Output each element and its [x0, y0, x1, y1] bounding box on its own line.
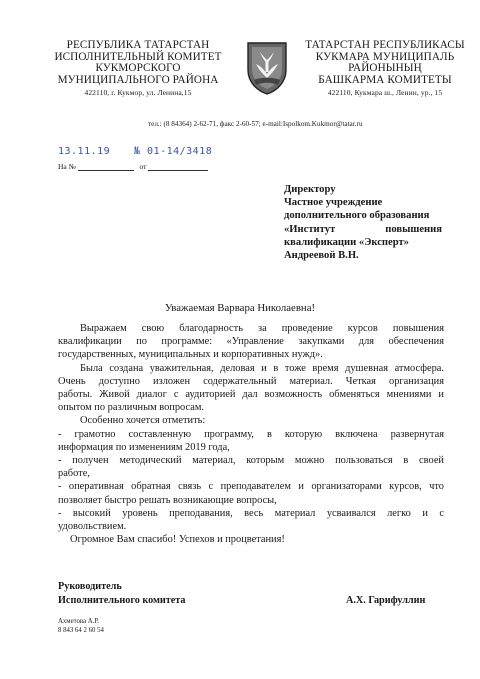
body-line: опытом по различным вопросам. [58, 402, 205, 414]
letterhead-left [38, 40, 238, 98]
addressee-line: Директору [284, 184, 336, 195]
letterhead-left-line: РЕСПУБЛИКА ТАТАРСТАН [66, 39, 210, 51]
reference-line [58, 162, 208, 171]
addressee-line: Частное учреждение [284, 197, 383, 209]
addressee-line: квалификации «Эксперт» [284, 236, 409, 248]
body-line: квалификации по программе: «Управление закупками для обеспечения [58, 336, 444, 348]
signature-position-line: Руководитель [58, 581, 122, 592]
body-line: Огромное Вам спасибо! Успехов и процветания! [70, 534, 285, 546]
executor-phone: 8 843 64 2 60 54 [58, 626, 104, 634]
body-line: позволяет быстро решать возникающие вопросы, [58, 494, 277, 506]
greeting: Уважаемая Варвара Николаевна! [164, 302, 316, 314]
letterhead-left-line: КУКМОРСКОГО [95, 62, 181, 74]
addressee-block [284, 183, 442, 262]
body-line: государственных, муниципальных и корпоративных нужд». [58, 349, 323, 361]
body-line: - грамотно составленную программу, в которую включена развернутая [58, 428, 444, 440]
addressee-line: Андреевой В.Н. [284, 250, 359, 262]
letterhead-left-line: ИСПОЛНИТЕЛЬНЫЙ КОМИТЕТ [54, 50, 222, 63]
reference-number-label: На № [58, 162, 76, 171]
letterhead-right-line: КУКМАРА МУНИЦИПАЛЬ [315, 50, 455, 63]
body-line: - получен методический материал, которым можно пользоваться в своей [58, 455, 444, 467]
addressee-line: дополнительного образования [284, 210, 430, 222]
body-line: Была создана уважительная, деловая и в тоже время душевная атмосфера. [80, 362, 444, 374]
body-line: - оперативная обратная связь с преподавателем и организаторами курсов, что [58, 481, 444, 493]
executor-name: Ахметова А.Р. [58, 618, 99, 625]
body-line: удовольствием. [58, 521, 127, 533]
letterhead-right-address: 422110, Кукмара ш., Ленин, ур., 15 [327, 88, 443, 97]
letterhead-left-line: МУНИЦИПАЛЬНОГО РАЙОНА [57, 73, 219, 86]
body-line: работы. Живой диалог с аудиторией дал возможность обменяться мнениями и [58, 389, 444, 401]
contacts-line: тел.: (8 84364) 2-62-71, факс 2-60-57; e-mail:Ispolkom.Kukmor@tatar.ru [148, 120, 363, 128]
letterhead-right-line: БАШКАРМА КОМИТЕТЫ [318, 73, 452, 86]
handwritten-date: 13.11.19 [58, 146, 111, 157]
signature-position [58, 580, 186, 608]
letterhead-left-address: 422110, г. Кукмор, ул. Ленина,15 [84, 88, 192, 97]
letter-body [58, 322, 444, 546]
executor-block [58, 618, 104, 635]
signature-position-line: Исполнительного комитета [58, 595, 186, 606]
body-line: Выражаем свою благодарность за проведение курсов повышения [80, 323, 444, 334]
letterhead-right-line: ТАТАРСТАН РЕСПУБЛИКАСЫ [305, 39, 465, 51]
reference-from-label: от [139, 162, 147, 171]
letterhead-right-line: РАЙОНЫНЫҢ [348, 62, 422, 74]
body-line: работе, [58, 468, 90, 480]
letterhead-right [290, 40, 480, 98]
body-line: информация по изменениям 2019 года, [58, 441, 230, 453]
reference-date-blank [148, 170, 208, 171]
signature-name: А.Х. Гарифуллин [346, 595, 426, 606]
addressee-line: «Институт повышения [284, 223, 442, 235]
body-line: - высокий уровень преподавания, весь материал усваивался легко и с [58, 507, 444, 519]
handwritten-number: № 01-14/3418 [134, 146, 213, 157]
reference-number-blank [78, 170, 134, 171]
body-line: Очень доступно изложен содержательный материал. Четкая организация [58, 375, 444, 387]
body-line: Особенно хочется отметить: [80, 415, 206, 427]
coat-of-arms-emblem [244, 40, 290, 96]
